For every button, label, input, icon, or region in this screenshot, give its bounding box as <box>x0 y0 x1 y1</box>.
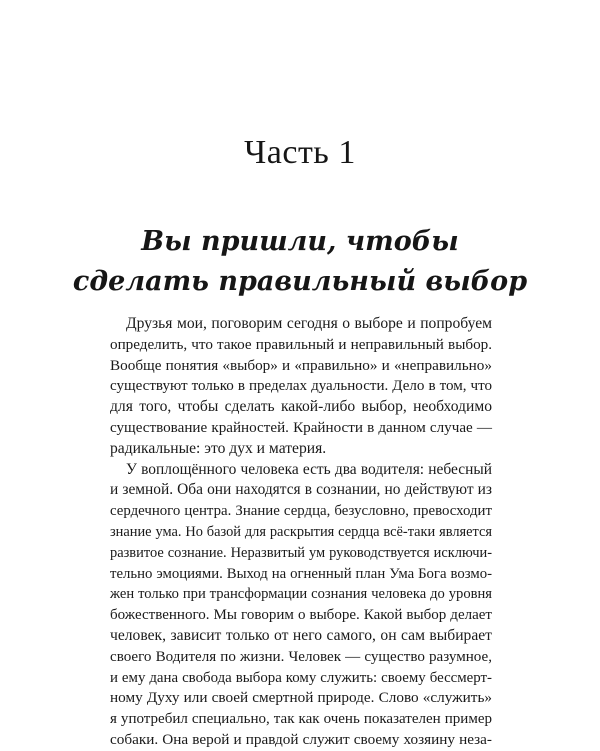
text-line: божественного. Мы говорим о выборе. Какой выбор делает <box>110 607 492 624</box>
text-line: тельно эмоциями. Выход на огненный план Ума Бога возмо- <box>110 565 492 582</box>
chapter-title-line-2: сделать правильный выбор <box>72 266 528 297</box>
text-line: радикальные: это дух и материя. <box>110 439 327 457</box>
text-line: знание ума. Но базой для раскрытия сердца всё-таки является <box>110 523 492 540</box>
text-line: Друзья мои, поговорим сегодня о выборе и попробуем <box>126 315 492 332</box>
part-title: Часть 1 <box>244 134 356 171</box>
text-line: Вообще понятия «выбор» и «правильно» и «неправильно» <box>110 356 492 374</box>
text-line: жен только при трансформации сознания человека до уровня <box>110 586 492 603</box>
text-line: для того, чтобы сделать какой-либо выбор, необходимо <box>110 398 492 416</box>
text-line: существуют только в пределах дуальности. Дело в том, что <box>110 378 492 395</box>
text-line: ному Духу или своей смертной природе. Слово «служить» <box>110 689 492 707</box>
text-line: У воплощённого человека есть два водителя: небесный <box>126 460 492 478</box>
text-line: своего Водителя по жизни. Человек — существо разумное, <box>110 648 492 665</box>
chapter-title-line-1: Вы пришли, чтобы <box>141 226 459 257</box>
body-text <box>110 314 492 751</box>
text-line: развитое сознание. Неразвитый ум руководствуется исключи- <box>110 544 492 561</box>
chapter-title <box>0 222 600 302</box>
text-line: сердечного центра. Знание сердца, безусловно, превосходит <box>110 503 492 520</box>
text-line: существование крайностей. Крайности в данном случае — <box>110 419 492 436</box>
text-line: и земной. Оба они находятся в сознании, но действуют из <box>110 481 492 499</box>
text-line: определить, что такое правильный и неправильный выбор. <box>110 335 492 353</box>
text-line: собаки. Она верой и правдой служит своему хозяину неза- <box>110 730 492 748</box>
text-line: и ему дана свобода выбора кому служить: своему бессмерт- <box>110 669 492 686</box>
text-line: человек, зависит только от него самого, он сам выбирает <box>110 626 492 644</box>
text-line: я употребил специально, так как очень показателен пример <box>110 711 492 728</box>
